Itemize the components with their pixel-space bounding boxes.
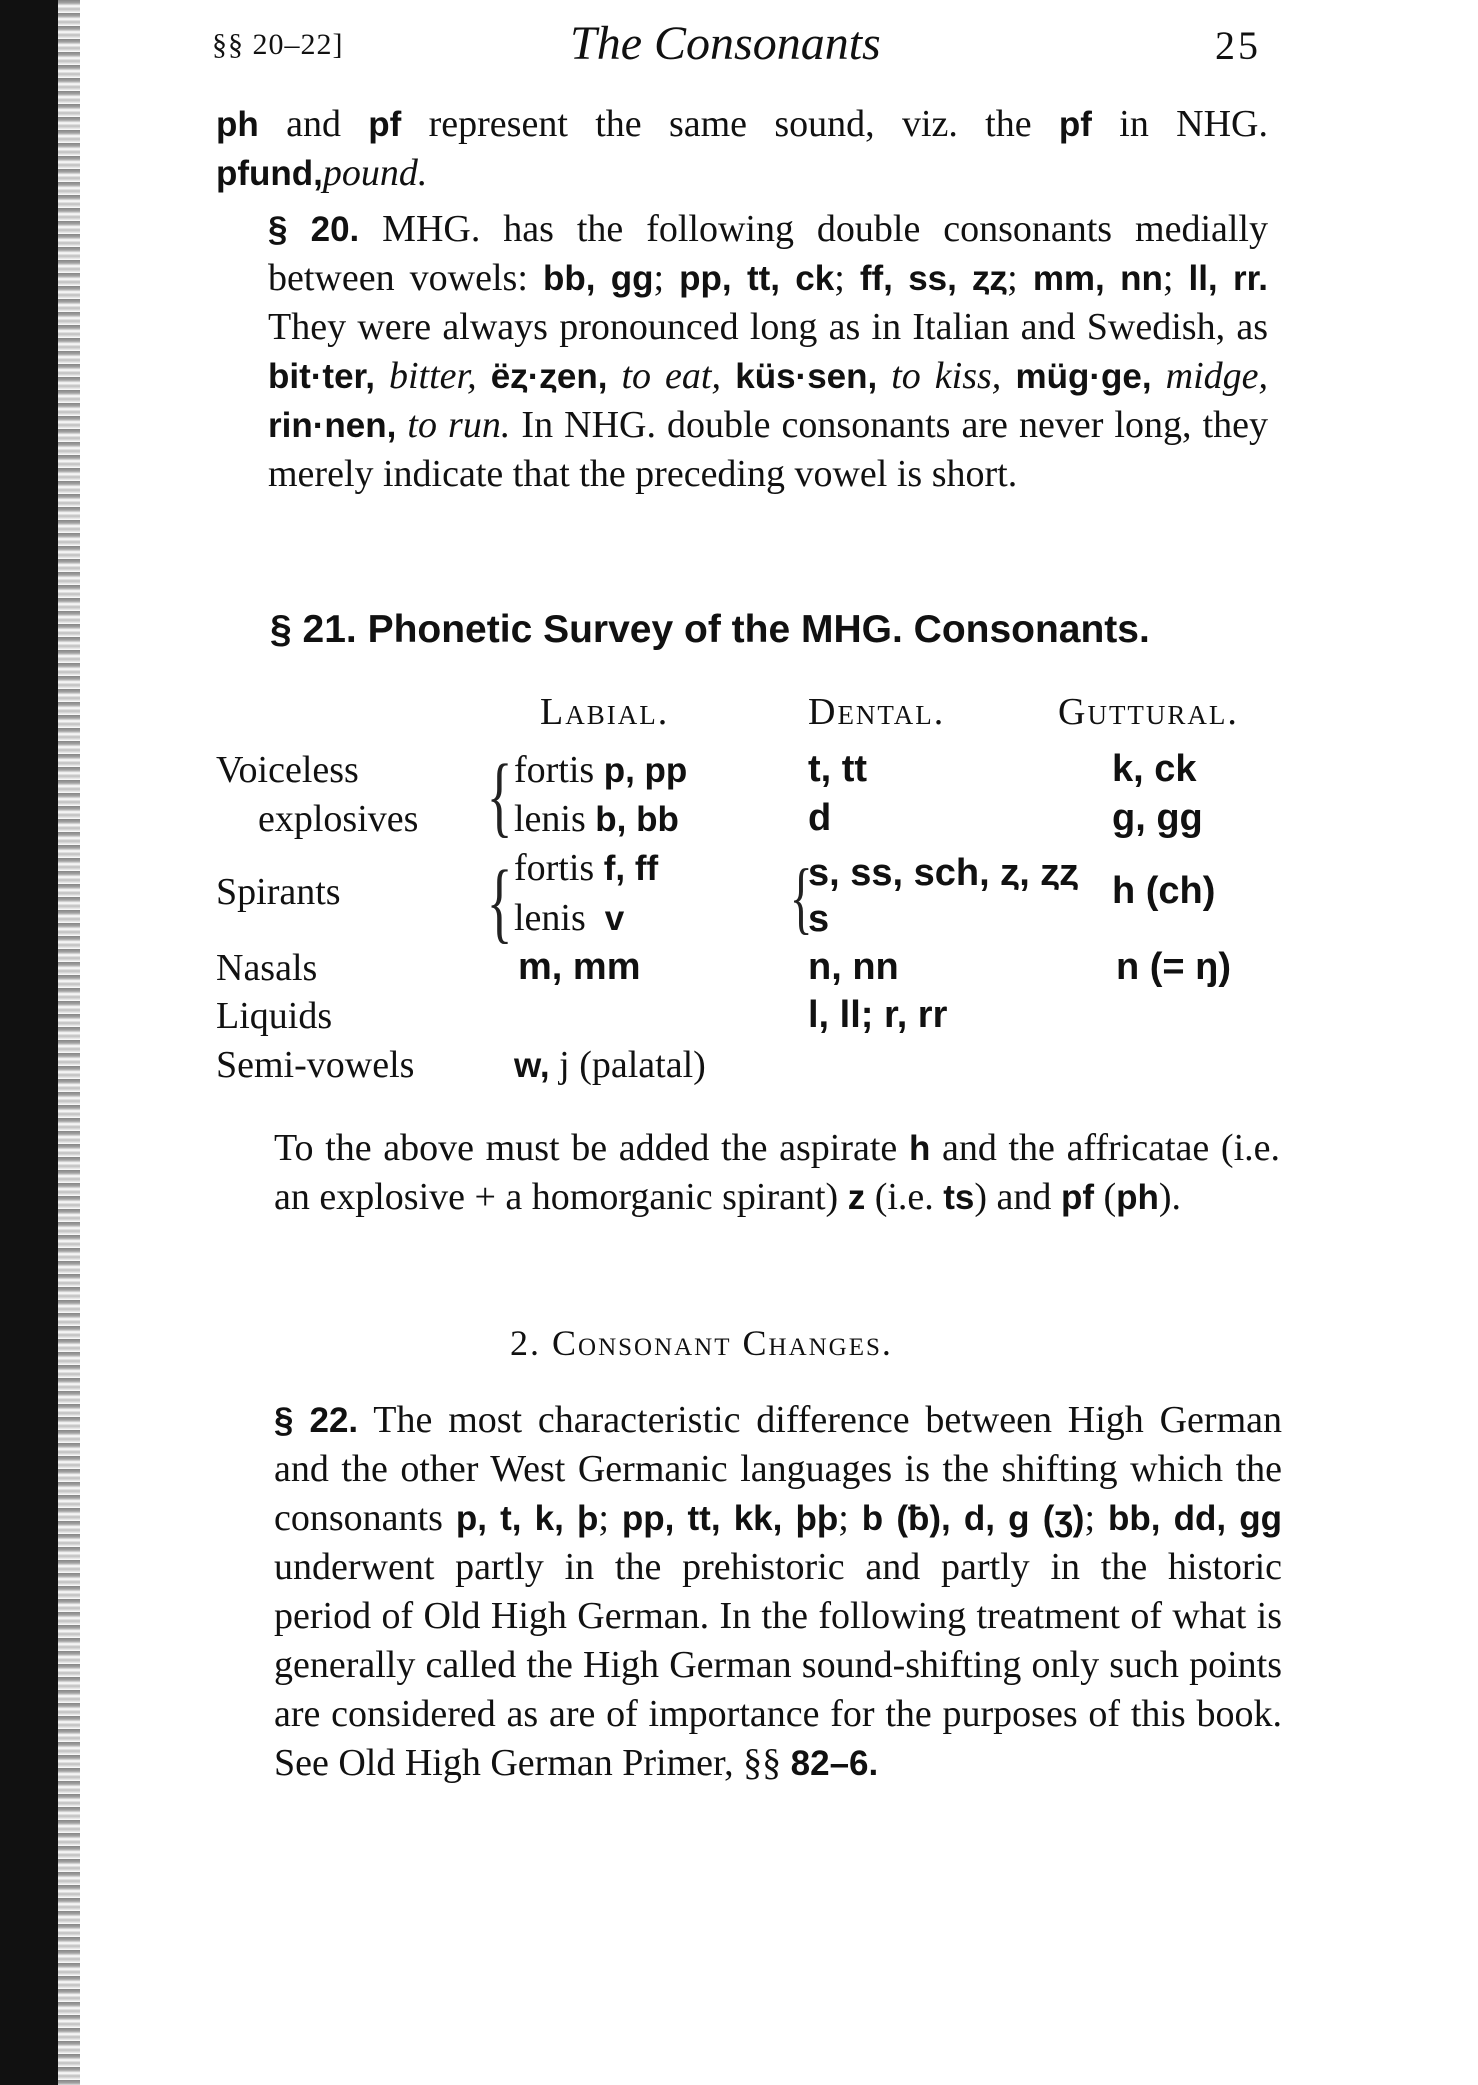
paragraph-section-22 [222,1396,1282,1788]
labial-fortis-explosive: fortis p, pp [514,749,688,791]
labial-nasal: m, mm [518,946,641,988]
text: ; [834,257,860,299]
dental-lenis-explosive: d [808,797,832,839]
column-header-labial: Labial. [540,691,670,733]
term: pp, tt, ck [679,259,835,298]
guttural-spirant: h (ch) [1112,870,1216,912]
paragraph-section-20 [216,205,1268,499]
term: h [908,1129,931,1168]
page-number: 25 [1215,23,1261,68]
term: mm, nn [1032,259,1163,298]
term: 82–6. [790,1744,879,1783]
dental-nasal: n, nn [808,946,899,988]
text: in NHG. [1091,103,1268,145]
dental-liquid: l, ll; r, rr [808,994,948,1036]
text: and [258,103,369,145]
term: z [847,1178,866,1217]
gloss: bitter, [374,355,477,397]
term: küs·sen, [721,357,878,396]
term: pf [1058,105,1092,144]
text: ; [838,1497,862,1539]
row-label-explosives: explosives [258,798,419,840]
text: (i.e. [865,1176,944,1218]
term: ph [216,105,259,144]
guttural-nasal: n (= ŋ) [1116,946,1232,988]
text: ). [1158,1176,1182,1218]
term: pf [1060,1178,1094,1217]
section-mark: § 22. [274,1401,359,1440]
term: ll, rr. [1188,259,1268,298]
section-2-heading: 2. Consonant Changes. [510,1323,893,1363]
running-title: The Consonants [570,17,881,70]
term: ff, ss, ȥȥ [859,259,1008,298]
term: ëȥ·ȥen, [476,357,608,396]
text: ) and [974,1176,1061,1218]
text: and the affricatae (i.e. an explosive + a homorganic spirant) [274,1127,1281,1218]
column-header-dental: Dental. [808,691,946,733]
term: bb, dd, gg [1107,1499,1282,1538]
paragraph-affricatae [222,1124,1280,1222]
paragraph-ph-pf [216,100,1268,198]
term: ts [943,1178,975,1217]
term: bit·ter, [268,357,375,396]
dental-spirant-lenis: s [808,898,830,940]
brace-dental-spirants: { [789,854,813,942]
guttural-lenis-explosive: g, gg [1112,797,1203,839]
text: ; [1162,257,1189,299]
labial-fortis-spirant: fortis f, ff [514,847,659,889]
labial-lenis-spirant: lenis v [514,897,625,939]
text: MHG. has the following double consonants medially between vowels: [268,208,1268,299]
term: ph [1116,1178,1159,1217]
text: To the above must be added the aspirate [274,1127,909,1169]
term: pfund, [216,154,323,193]
brace-spirants: { [486,853,513,952]
guttural-fortis-explosive: k, ck [1112,748,1197,790]
gloss: midge, [1151,355,1269,397]
text: ; [1007,257,1033,299]
term: p, t, k, þ [455,1499,599,1538]
text: ; [598,1497,622,1539]
dental-spirant-fortis: s, ss, sch, ȥ, ȥȥ [808,852,1079,894]
gloss: to run. [396,404,511,446]
text: They were always pronounced long as in Italian and Swedish, as [268,306,1268,348]
section-21-heading: § 21. Phonetic Survey of the MHG. Consonants. [270,608,1150,651]
text: ; [653,257,680,299]
term: bb, gg [542,259,654,298]
brace-explosives: { [486,747,513,846]
gloss: pound. [322,152,428,194]
gloss: to eat, [607,355,721,397]
term: pp, tt, kk, þþ [621,1499,839,1538]
column-header-guttural: Guttural. [1058,691,1239,733]
dental-fortis-explosive: t, tt [808,748,868,790]
text: represent the same sound, viz. the [401,103,1059,145]
row-label-nasals: Nasals [216,947,318,989]
row-label-spirants: Spirants [216,871,341,913]
labial-semivowel: w, j (palatal) [514,1044,706,1086]
row-label-semivowels: Semi-vowels [216,1044,415,1086]
term: rin·nen, [268,406,397,445]
term: müg·ge, [1001,357,1152,396]
text: ( [1093,1176,1117,1218]
header-section-ref: §§ 20–22] [212,28,344,61]
term: b (ƀ), d, g (ʒ) [861,1499,1085,1538]
text: The most characteristic difference between High German and the other West Germanic languages is the shifting which the consonants [274,1399,1282,1539]
row-label-liquids: Liquids [216,995,333,1037]
term: pf [368,105,402,144]
text: ; [1084,1497,1108,1539]
section-mark: § 20. [268,210,360,249]
labial-lenis-explosive: lenis b, bb [514,798,679,840]
gloss: to kiss, [877,355,1002,397]
text: underwent partly in the prehistoric and partly in the historic period of Old High German. In the following treatment of what is generally called the High German sound-shifting only such points are considered as are of importance for the purposes of this book. See Old High German Primer, §§ [274,1546,1282,1784]
text: In NHG. double consonants are never long, they merely indicate that the preceding vowel is short. [268,404,1268,495]
row-label-voiceless: Voiceless [216,749,359,791]
